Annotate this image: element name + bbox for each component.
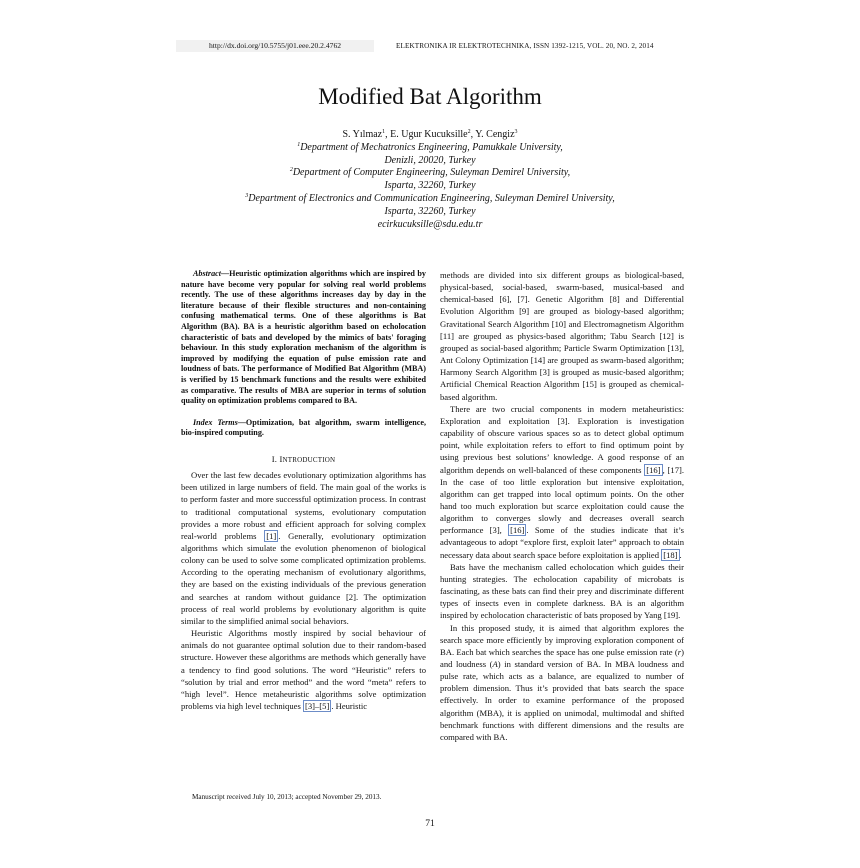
math-symbol: A [492, 659, 498, 669]
citation-link[interactable]: [16] [646, 464, 661, 475]
math-symbol: r [677, 646, 682, 657]
affiliation-location: Isparta, 32260, Turkey [384, 180, 476, 192]
author-block [0, 129, 860, 231]
index-terms-text: —Optimization, bat algorithm, swarm intelligence, bio-inspired computing. [181, 417, 426, 438]
left-column [181, 269, 426, 712]
abstract-text: —Heuristic optimization algorithms which are inspired by nature have become very popular for solving real world problems recently. The use of these algorithms increases day by day in the literature because of their flexible structures and non-containing confusing mathematical terms. One of these algorithms is Bat Algorithm (BA). BA is a heuristic algorithm based on echolocation characteristic of bats and developed by the mimics of bats' foraging behaviour. In this study exploration mechanism of the algorithm is improved by modifying the equation of pulse emission rate and loudness of bats. The performance of Modified Bat Algorithm (MBA) is verified by 15 benchmark functions and the results were exhibited as comparative. The results of MBA are superior in terms of solution quality on optimization problems compared to BA. [181, 269, 426, 406]
affiliation-text: Department of Electronics and Communication Engineering, Suleyman Demirel University, [248, 192, 615, 204]
paragraph-text: . Generally, evolutionary optimization algorithms which simulate the evolution phenomenon of biological colony can be used to solve some complicated optimization problems. According to the operating mechanism of evolutionary algorithms, they are based on the existing individuals of the previous generation and searches at random without guidance [2]. The optimization process of real world problems by evolutionary algorithm is quite similar to the simplified animal social behaviors. [181, 530, 427, 626]
index-terms-label: Index Terms [193, 417, 238, 427]
affiliation [0, 167, 860, 180]
author-superscript: 1 [382, 129, 386, 135]
right-column [440, 269, 684, 743]
paragraph-text: . Heuristic [331, 701, 368, 712]
index-terms [181, 418, 426, 439]
page-number: 71 [425, 818, 435, 829]
paragraph-text: Heuristic Algorithms mostly inspired by social behaviour of animals do not guarantee optimal solution due to their random-based structure. However these algorithms are methods which generally have a tendency to find good solutions. The word “Heuristic” refers to “solution by trial and error method” and the word “meta” refers to “high level”. Hence metaheuristic algorithms solve optimization problems via high level techniques [181, 628, 426, 712]
paragraph-text: In this proposed study, it is aimed that algorithm explores the search space more efficiently by improving exploration component of BA. Each bat which searches the space has one pulse emission rate ( [440, 622, 684, 657]
paragraph-text: . [679, 549, 682, 560]
author-line: S. Yılmaz$^1$, E. Ugur Kucuksille$^2$, Y. Cengiz$^3$ [342, 129, 518, 140]
affiliation [0, 142, 860, 155]
section-number: I. [271, 453, 278, 464]
journal-header: ELEKTRONIKA IR ELEKTROTECHNIKA, ISSN 1392-1215, VOL. 20, NO. 2, 2014 [396, 42, 654, 50]
section-title-rest: NTRODUCTION [282, 455, 336, 464]
author-superscript: 2 [467, 129, 471, 135]
paragraph: Bats have the mechanism called echolocation which guides their hunting strategies. The echolocation capability of microbats is fascinating, as these bats can find their prey and discriminate different types of insects even in complete darkness. BA is an algorithm inspired by echolocation characteristic of bats proposed by Yang [19]. [440, 561, 684, 621]
author-name: S. Yılmaz [342, 129, 383, 140]
affiliation-superscript: 3 [245, 192, 249, 199]
section-first-letter: I [279, 453, 283, 464]
affiliation-text: Department of Mechatronics Engineering, Pamukkale University, [300, 141, 563, 153]
author-superscript: 3 [514, 129, 518, 135]
paragraph-text: There are two crucial components in modern metaheuristics: Exploration and exploitation [3]. Exploration is investigation capability of obscure various spaces so as to detect global optimum point, while exploitation refers to effort to find optimum point by using previous best solutions’ knowledge. A good response of an algorithm depends on well-balanced of these components [440, 403, 684, 475]
paragraph [181, 627, 426, 712]
affiliation-location: Isparta, 32260, Turkey [384, 205, 476, 217]
manuscript-footnote: Manuscript received July 10, 2013; accepted November 29, 2013. [192, 793, 382, 801]
paper-title: Modified Bat Algorithm [318, 84, 542, 109]
paragraph-text: ) and loudness ( [440, 646, 684, 669]
section-heading [181, 453, 426, 466]
paragraph-text: , [17]. In the case of too little exploration but intensive exploitation, algorithm can get trapped into local optimum points. On the other hand too much exploration but scarce exploitation could cause the algorithm to converges slowly and decreases overall search performance [3], [440, 464, 685, 536]
paragraph-text: . Some of the studies indicate that it’s advantageous to adopt “explore first, exploit later” approach to obtain necessary data about search space before exploitation is applied [440, 525, 684, 560]
paragraph: methods are divided into six different groups as biological-based, physical-based, social-based, swarm-based, musical-based and chemical-based [6], [7]. Genetic Algorithm [8] and Differential Evolution Algorithm [9] are grouped as biology-based algorithm; Gravitational Search Algorithm [10] and Electromagnetism Algorithm [11] are grouped as physics-based algorithm; Tabu Search [12] is grouped as social-based algorithm; Particle Swarm Optimization [13], Ant Colony Optimization [14] are grouped as swarm-based algorithm; Harmony Search Algorithm [3] is grouped as music-based algorithm; Artificial Chemical Reaction Algorithm [15] is grouped as chemical-based algorithm. [440, 270, 684, 402]
author-name: Y. Cengiz [475, 129, 515, 140]
paragraph [440, 403, 684, 561]
citation-link[interactable]: [18] [663, 549, 678, 560]
affiliation-superscript: 2 [289, 167, 293, 174]
paragraph-text: ) in standard version of BA. In MBA loudness and pulse rate, which acts as a balance, are equalized to number of problem dimension. Thus it’s provided that bats search the space effectively. In order to examine performance of the proposed algorithm (MBA), it is applied on unimodal, multimodal and shifted benchmark functions with different dimensions and the results are compared with BA. [440, 659, 684, 742]
abstract-label: Abstract [193, 269, 221, 278]
author-name: E. Ugur Kucuksille [390, 129, 468, 140]
affiliation-location: Denizli, 20020, Turkey [384, 154, 476, 166]
citation-link[interactable]: [1] [266, 530, 277, 541]
citation-link[interactable]: [3]–[5] [304, 701, 330, 712]
paragraph [440, 622, 684, 744]
doi-link[interactable]: http://dx.doi.org/10.5755/j01.eee.20.2.4762 [176, 40, 374, 52]
affiliation [0, 193, 860, 206]
abstract [181, 269, 426, 407]
author-email[interactable]: ecirkucuksille@sdu.edu.tr [377, 218, 483, 230]
citation-link[interactable]: [16] [510, 525, 525, 536]
affiliation-text: Department of Computer Engineering, Suleyman Demirel University, [292, 167, 571, 179]
affiliation-superscript: 1 [297, 141, 301, 148]
paragraph-text: Over the last few decades evolutionary optimization algorithms has been utilized in large numbers of field. The main goal of the works is to perform faster and more successful optimization process. In contrast to traditional computational systems, evolutionary computation provides a more robust and efficient approach for solving complex real-world problems [181, 470, 426, 541]
paragraph [181, 469, 426, 627]
